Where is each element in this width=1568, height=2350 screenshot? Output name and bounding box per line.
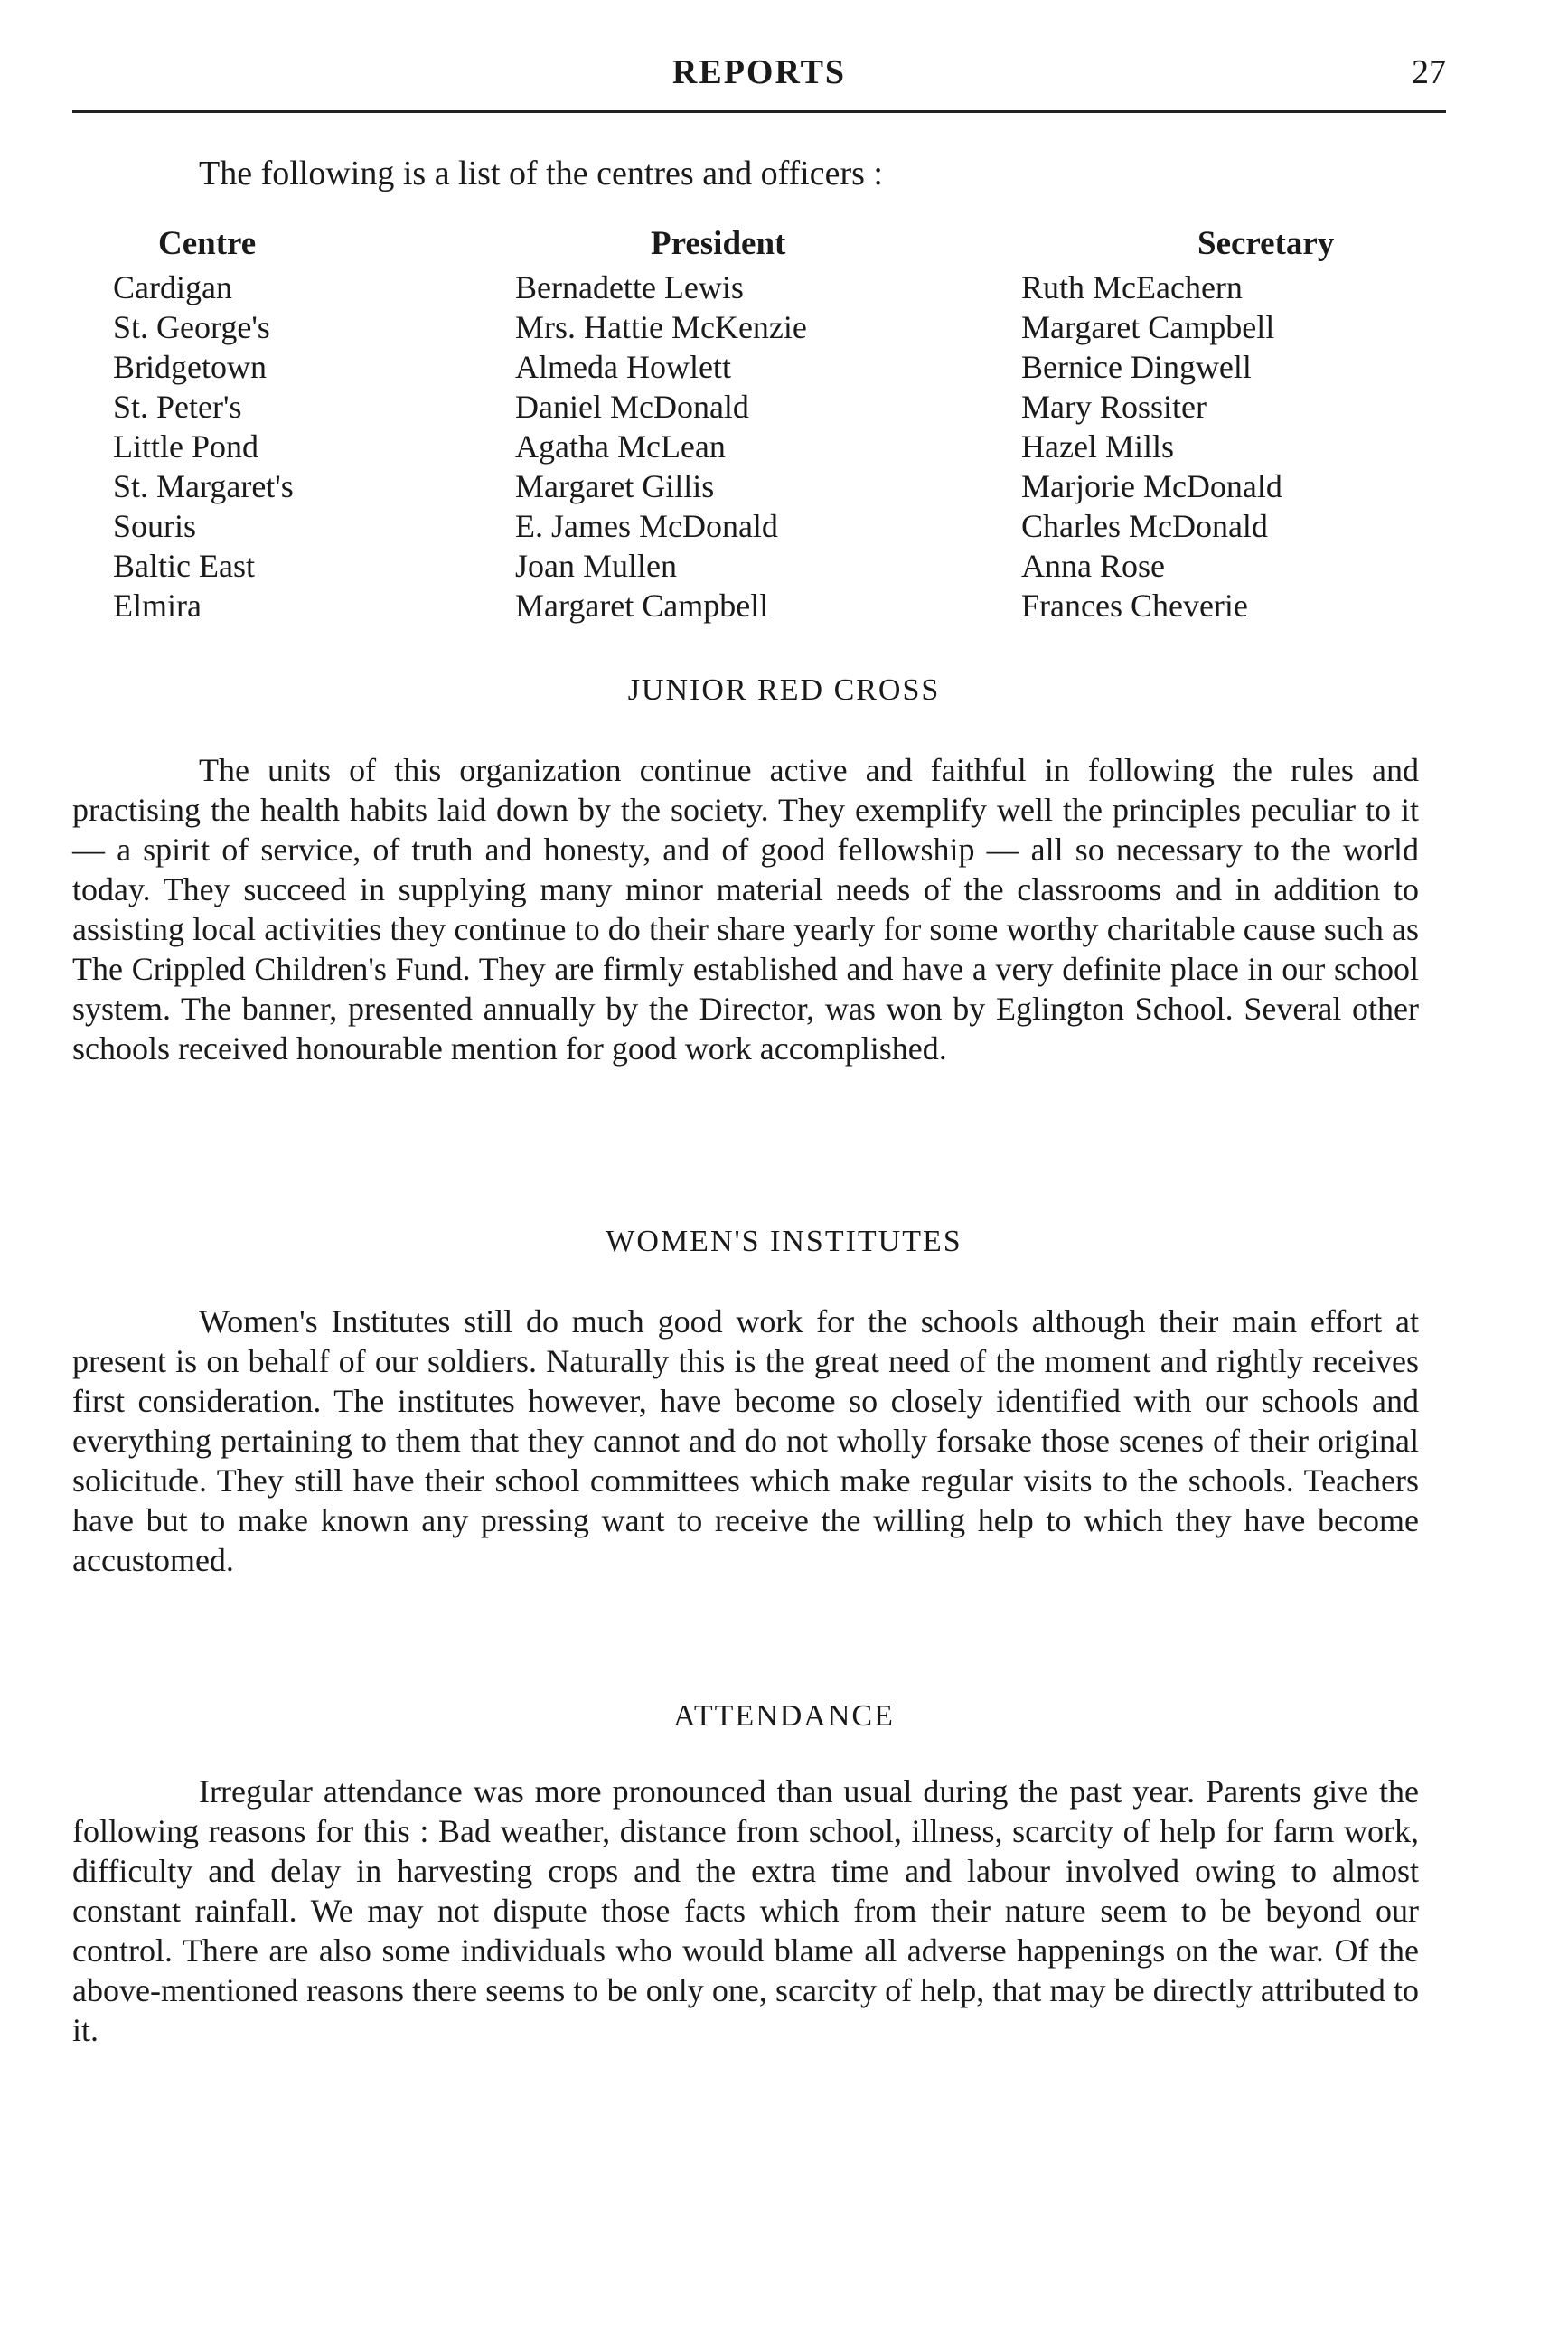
table-cell-centre: St. Margaret's xyxy=(113,468,294,504)
table-cell-secretary: Frances Cheverie xyxy=(1021,588,1248,624)
table-cell-secretary: Ruth McEachern xyxy=(1021,269,1243,306)
table-cell-president: Mrs. Hattie McKenzie xyxy=(515,309,807,345)
table-cell-secretary: Charles McDonald xyxy=(1021,508,1268,544)
table-cell-president: Daniel McDonald xyxy=(515,389,749,425)
table-cell-president: Joan Mullen xyxy=(515,548,677,584)
table-cell-president: Almeda Howlett xyxy=(515,349,731,385)
column-header-president: President xyxy=(651,225,786,262)
running-header xyxy=(72,52,1446,107)
table-cell-secretary: Hazel Mills xyxy=(1021,428,1174,465)
column-header-centre: Centre xyxy=(158,225,257,262)
running-title: REPORTS xyxy=(671,53,847,91)
page-number: 27 xyxy=(1412,53,1446,91)
table-cell-secretary: Anna Rose xyxy=(1021,548,1165,584)
section-heading-junior-red-cross: JUNIOR RED CROSS xyxy=(627,673,941,707)
table-cell-secretary: Margaret Campbell xyxy=(1021,309,1275,345)
column-header-secretary: Secretary xyxy=(1197,225,1335,262)
header-rule xyxy=(72,110,1446,113)
table-cell-secretary: Bernice Dingwell xyxy=(1021,349,1252,385)
table-cell-centre: Souris xyxy=(113,508,197,544)
table-cell-centre: Bridgetown xyxy=(113,349,267,385)
table-cell-president: E. James McDonald xyxy=(515,508,778,544)
intro-text: The following is a list of the centres and officers : xyxy=(199,155,883,193)
table-cell-president: Agatha McLean xyxy=(515,428,726,465)
table-cell-president: Bernadette Lewis xyxy=(515,269,744,306)
table-cell-president: Margaret Campbell xyxy=(515,588,769,624)
paragraph-junior-red-cross: The units of this organization continue active and faithful in following the rules and practising the health habits laid down by the society. They exemplify well the principles peculiar to it — a spirit of service, of truth and honesty, and of good fellowship — all so necessary to the world today. They succeed in supplying many minor material needs of the classrooms and in addition to assisting local activities they continue to do their share yearly for some worthy charitable cause such as The Crippled Children's Fund. They are firmly established and have a very definite place in our school system. The banner, presented annually by the Director, was won by Eglington School. Several other schools received honourable mention for good work accomplished. xyxy=(72,752,1419,1067)
centre-column xyxy=(113,221,493,625)
table-cell-centre: Elmira xyxy=(113,588,202,624)
secretary-column xyxy=(1021,221,1491,625)
table-cell-centre: St. Peter's xyxy=(113,389,242,425)
table-cell-centre: St. George's xyxy=(113,309,270,345)
table-cell-president: Margaret Gillis xyxy=(515,468,715,504)
section-heading-attendance: ATTENDANCE xyxy=(673,1699,895,1733)
section-heading-womens-institutes: WOMEN'S INSTITUTES xyxy=(606,1225,962,1258)
table-cell-centre: Little Pond xyxy=(113,428,258,465)
table-cell-centre: Baltic East xyxy=(113,548,255,584)
paragraph-womens-institutes: Women's Institutes still do much good work for the schools although their main effort at present is on behalf of our soldiers. Naturally this is the great need of the moment and rightly receives first consideration. The institutes however, have become so closely identified with our schools and everything pertaining to them that they cannot and do not wholly forsake those scenes of their original solicitude. They still have their school committees which make regular visits to the schools. Teachers have but to make known any pressing want to receive the willing help to which they have become accustomed. xyxy=(72,1303,1419,1578)
table-cell-centre: Cardigan xyxy=(113,269,232,306)
paragraph-attendance: Irregular attendance was more pronounced than usual during the past year. Parents give the following reasons for this : Bad weather, distance from school, illness, scarcity of help for farm work, difficulty and delay in harvesting crops and the extra time and labour involved owing to almost constant rainfall. We may not dispute those facts which from their nature seem to be beyond our control. There are also some individuals who would blame all adverse happenings on the war. Of the above-mentioned reasons there seems to be only one, scarcity of help, that may be directly attributed to it. xyxy=(72,1773,1419,2048)
president-column xyxy=(515,221,1075,625)
table-cell-secretary: Marjorie McDonald xyxy=(1021,468,1282,504)
table-cell-secretary: Mary Rossiter xyxy=(1021,389,1207,425)
